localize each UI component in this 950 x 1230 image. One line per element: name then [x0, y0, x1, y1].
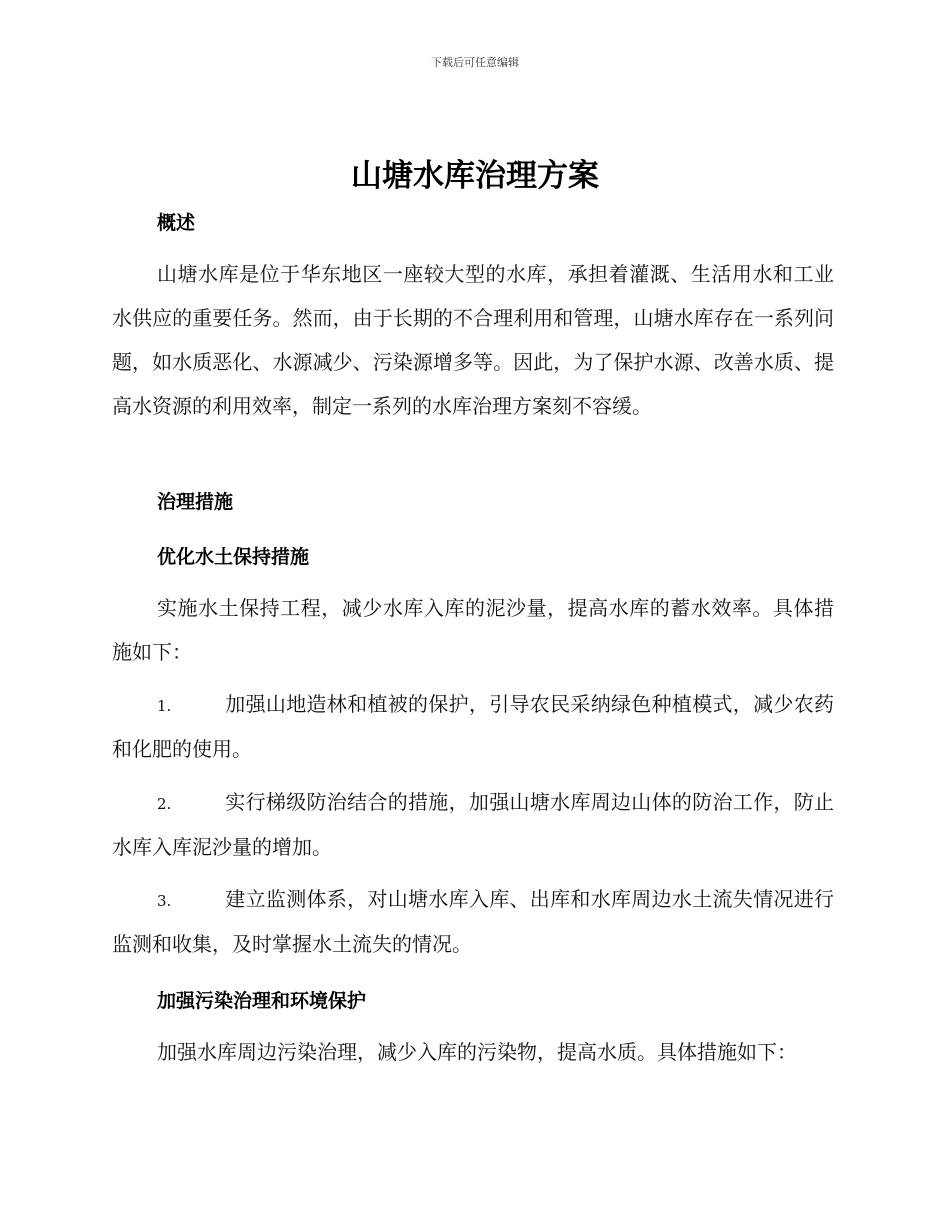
list-number: 1. — [157, 697, 172, 715]
list-item-text: 加强山地造林和植被的保护，引导农民采纳绿色种植模式，减少农药和化肥的使用。 — [112, 692, 834, 761]
list-item — [112, 781, 834, 869]
paragraph-pollution-intro: 加强水库周边污染治理，减少入库的污染物，提高水质。具体措施如下： — [157, 1040, 797, 1064]
heading-soil-conservation: 优化水土保持措施 — [157, 546, 310, 568]
paragraph-soil-intro: 实施水土保持工程，减少水库入库的泥沙量，提高水库的蓄水效率。具体措施如下： — [112, 596, 834, 664]
header-note: 下载后可任意编辑 — [431, 56, 519, 69]
list-number: 2. — [157, 795, 172, 813]
heading-overview: 概述 — [157, 212, 196, 234]
list-item-text: 建立监测体系，对山塘水库入库、出库和水库周边水土流失情况进行监测和收集，及时掌握水土流失的情况。 — [112, 887, 834, 956]
list-item — [112, 878, 834, 966]
heading-measures: 治理措施 — [157, 491, 234, 513]
list-number: 3. — [157, 892, 172, 910]
list-item-text: 实行梯级防治结合的措施，加强山塘水库周边山体的防治工作，防止水库入库泥沙量的增加。 — [112, 790, 834, 859]
heading-pollution-control: 加强污染治理和环境保护 — [157, 990, 367, 1012]
list-item — [112, 683, 834, 771]
paragraph-overview: 山塘水库是位于华东地区一座较大型的水库，承担着灌溉、生活用水和工业水供应的重要任务。然而，由于长期的不合理利用和管理，山塘水库存在一系列问题，如水质恶化、水源减少、污染源增多等。因此，为了保护水源、改善水质、提高水资源的利用效率，制定一系列的水库治理方案刻不容缓。 — [112, 262, 834, 418]
document-title: 山塘水库治理方案 — [351, 158, 599, 194]
